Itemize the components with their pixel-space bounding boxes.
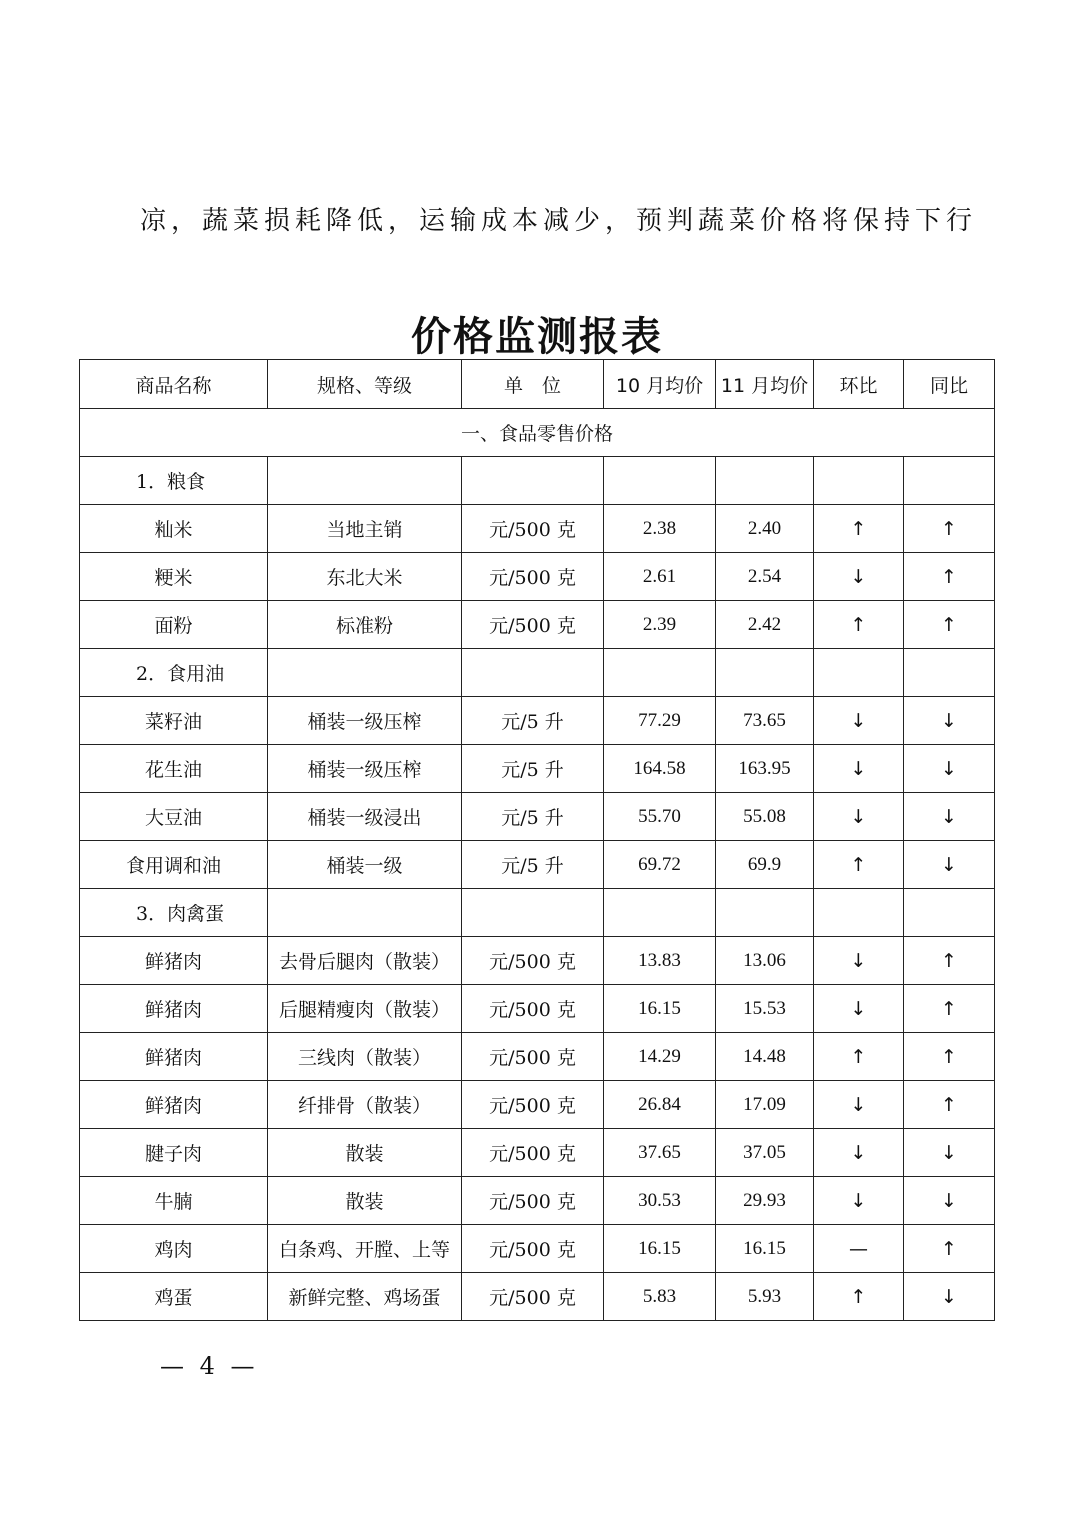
empty-cell	[814, 457, 904, 505]
item-nov-price: 55.08	[716, 793, 814, 841]
item-unit: 元/500 克	[462, 1129, 604, 1177]
intro-paragraph: 凉，蔬菜损耗降低，运输成本减少，预判蔬菜价格将保持下行	[140, 206, 978, 236]
item-name: 籼米	[80, 505, 268, 553]
item-spec: 桶装一级压榨	[268, 697, 462, 745]
item-unit: 元/500 克	[462, 1081, 604, 1129]
item-nov-price: 17.09	[716, 1081, 814, 1129]
item-name: 粳米	[80, 553, 268, 601]
item-oct-price: 2.39	[604, 601, 716, 649]
item-nov-price: 73.65	[716, 697, 814, 745]
item-nov-price: 2.42	[716, 601, 814, 649]
item-nov-price: 69.9	[716, 841, 814, 889]
item-unit: 元/500 克	[462, 937, 604, 985]
item-spec: 当地主销	[268, 505, 462, 553]
item-oct-price: 2.38	[604, 505, 716, 553]
item-oct-price: 14.29	[604, 1033, 716, 1081]
item-mom-trend: ↑	[814, 841, 904, 889]
table-row	[80, 697, 995, 745]
item-name: 花生油	[80, 745, 268, 793]
empty-cell	[716, 457, 814, 505]
table-row	[80, 1033, 995, 1081]
item-unit: 元/500 克	[462, 985, 604, 1033]
item-unit: 元/500 克	[462, 601, 604, 649]
table-row	[80, 841, 995, 889]
table-row	[80, 1177, 995, 1225]
item-oct-price: 5.83	[604, 1273, 716, 1321]
item-nov-price: 29.93	[716, 1177, 814, 1225]
item-mom-trend: ↑	[814, 505, 904, 553]
empty-cell	[904, 649, 995, 697]
table-row	[80, 1081, 995, 1129]
header-name: 商品名称	[80, 360, 268, 409]
empty-cell	[716, 649, 814, 697]
item-oct-price: 26.84	[604, 1081, 716, 1129]
header-mom: 环比	[814, 360, 904, 409]
item-unit: 元/500 克	[462, 1225, 604, 1273]
item-yoy-trend: ↑	[904, 1081, 995, 1129]
empty-cell	[716, 889, 814, 937]
empty-cell	[268, 649, 462, 697]
item-name: 食用调和油	[80, 841, 268, 889]
item-name: 鸡蛋	[80, 1273, 268, 1321]
item-spec: 后腿精瘦肉（散装）	[268, 985, 462, 1033]
item-spec: 纤排骨（散装）	[268, 1081, 462, 1129]
category-row	[80, 889, 995, 937]
item-spec: 散装	[268, 1177, 462, 1225]
table-row	[80, 505, 995, 553]
table-row	[80, 601, 995, 649]
item-spec: 东北大米	[268, 553, 462, 601]
item-oct-price: 16.15	[604, 1225, 716, 1273]
item-mom-trend: —	[814, 1225, 904, 1273]
item-spec: 桶装一级压榨	[268, 745, 462, 793]
item-name: 面粉	[80, 601, 268, 649]
item-oct-price: 164.58	[604, 745, 716, 793]
item-name: 鲜猪肉	[80, 937, 268, 985]
table-row	[80, 1129, 995, 1177]
item-mom-trend: ↓	[814, 1129, 904, 1177]
item-name: 大豆油	[80, 793, 268, 841]
table-row	[80, 1225, 995, 1273]
item-oct-price: 77.29	[604, 697, 716, 745]
empty-cell	[604, 889, 716, 937]
item-name: 鲜猪肉	[80, 1033, 268, 1081]
category-label: 3．肉禽蛋	[80, 889, 268, 937]
empty-cell	[462, 889, 604, 937]
item-oct-price: 55.70	[604, 793, 716, 841]
header-yoy: 同比	[904, 360, 995, 409]
header-unit: 单 位	[462, 360, 604, 409]
section-label: 一、食品零售价格	[80, 409, 995, 457]
item-yoy-trend: ↑	[904, 985, 995, 1033]
item-mom-trend: ↓	[814, 985, 904, 1033]
item-nov-price: 37.05	[716, 1129, 814, 1177]
item-spec: 标准粉	[268, 601, 462, 649]
item-unit: 元/5 升	[462, 841, 604, 889]
item-nov-price: 163.95	[716, 745, 814, 793]
item-yoy-trend: ↑	[904, 1225, 995, 1273]
empty-cell	[904, 457, 995, 505]
page-title: 价格监测报表	[411, 313, 663, 360]
item-unit: 元/500 克	[462, 1177, 604, 1225]
item-yoy-trend: ↓	[904, 1129, 995, 1177]
table-row	[80, 937, 995, 985]
item-nov-price: 2.54	[716, 553, 814, 601]
item-spec: 新鲜完整、鸡场蛋	[268, 1273, 462, 1321]
item-name: 鸡肉	[80, 1225, 268, 1273]
item-yoy-trend: ↑	[904, 937, 995, 985]
item-spec: 去骨后腿肉（散装）	[268, 937, 462, 985]
price-monitor-table	[79, 359, 995, 1321]
empty-cell	[462, 457, 604, 505]
item-name: 鲜猪肉	[80, 985, 268, 1033]
item-yoy-trend: ↓	[904, 1177, 995, 1225]
header-row	[80, 360, 995, 409]
item-unit: 元/500 克	[462, 553, 604, 601]
page-number: — 4 —	[160, 1352, 259, 1380]
table-row	[80, 745, 995, 793]
item-unit: 元/500 克	[462, 1273, 604, 1321]
empty-cell	[604, 457, 716, 505]
item-spec: 白条鸡、开膛、上等	[268, 1225, 462, 1273]
item-unit: 元/500 克	[462, 505, 604, 553]
category-row	[80, 457, 995, 505]
empty-cell	[604, 649, 716, 697]
empty-cell	[268, 889, 462, 937]
header-nov: 11 月均价	[716, 360, 814, 409]
item-name: 牛腩	[80, 1177, 268, 1225]
item-yoy-trend: ↓	[904, 745, 995, 793]
item-oct-price: 37.65	[604, 1129, 716, 1177]
item-unit: 元/5 升	[462, 793, 604, 841]
item-yoy-trend: ↓	[904, 697, 995, 745]
item-mom-trend: ↓	[814, 937, 904, 985]
item-nov-price: 13.06	[716, 937, 814, 985]
item-mom-trend: ↓	[814, 793, 904, 841]
item-yoy-trend: ↓	[904, 793, 995, 841]
item-oct-price: 69.72	[604, 841, 716, 889]
item-name: 菜籽油	[80, 697, 268, 745]
item-name: 鲜猪肉	[80, 1081, 268, 1129]
category-label: 1．粮食	[80, 457, 268, 505]
item-mom-trend: ↓	[814, 553, 904, 601]
item-oct-price: 30.53	[604, 1177, 716, 1225]
item-yoy-trend: ↓	[904, 841, 995, 889]
section-row	[80, 409, 995, 457]
item-yoy-trend: ↓	[904, 1273, 995, 1321]
empty-cell	[814, 889, 904, 937]
table-row	[80, 985, 995, 1033]
empty-cell	[462, 649, 604, 697]
empty-cell	[814, 649, 904, 697]
category-row	[80, 649, 995, 697]
item-yoy-trend: ↑	[904, 553, 995, 601]
item-unit: 元/5 升	[462, 745, 604, 793]
item-yoy-trend: ↑	[904, 1033, 995, 1081]
item-nov-price: 15.53	[716, 985, 814, 1033]
item-oct-price: 16.15	[604, 985, 716, 1033]
item-mom-trend: ↑	[814, 601, 904, 649]
empty-cell	[904, 889, 995, 937]
item-nov-price: 16.15	[716, 1225, 814, 1273]
item-yoy-trend: ↑	[904, 601, 995, 649]
item-mom-trend: ↑	[814, 1033, 904, 1081]
item-nov-price: 14.48	[716, 1033, 814, 1081]
item-spec: 三线肉（散装）	[268, 1033, 462, 1081]
item-oct-price: 2.61	[604, 553, 716, 601]
category-label: 2．食用油	[80, 649, 268, 697]
table-row	[80, 1273, 995, 1321]
item-nov-price: 2.40	[716, 505, 814, 553]
item-mom-trend: ↓	[814, 1081, 904, 1129]
item-unit: 元/500 克	[462, 1033, 604, 1081]
item-mom-trend: ↓	[814, 697, 904, 745]
item-mom-trend: ↓	[814, 745, 904, 793]
item-oct-price: 13.83	[604, 937, 716, 985]
item-mom-trend: ↓	[814, 1177, 904, 1225]
item-name: 腱子肉	[80, 1129, 268, 1177]
table-row	[80, 793, 995, 841]
empty-cell	[268, 457, 462, 505]
item-unit: 元/5 升	[462, 697, 604, 745]
table-row	[80, 553, 995, 601]
item-spec: 散装	[268, 1129, 462, 1177]
item-spec: 桶装一级浸出	[268, 793, 462, 841]
header-spec: 规格、等级	[268, 360, 462, 409]
header-oct: 10 月均价	[604, 360, 716, 409]
item-nov-price: 5.93	[716, 1273, 814, 1321]
item-yoy-trend: ↑	[904, 505, 995, 553]
item-mom-trend: ↑	[814, 1273, 904, 1321]
item-spec: 桶装一级	[268, 841, 462, 889]
